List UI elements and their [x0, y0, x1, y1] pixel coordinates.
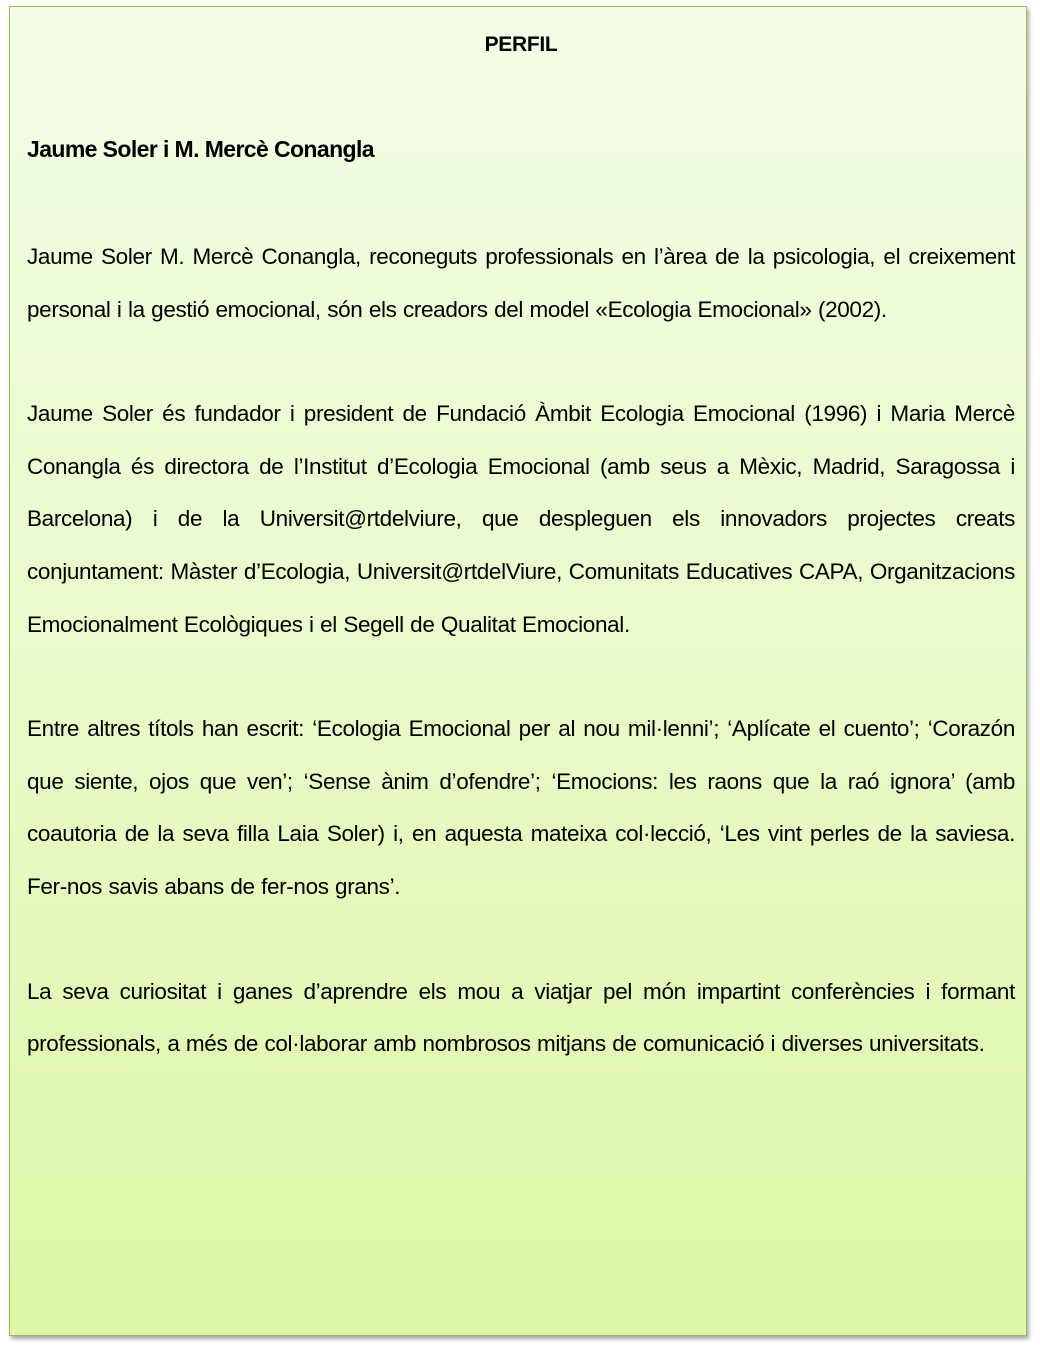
paragraph-titles: Entre altres títols han escrit: ‘Ecologia Emocional per al nou mil·lenni’; ‘Aplícate el cuento’; ‘Corazón que siente, ojos que ven’; ‘Sense ànim d’ofendre’; ‘Emocions: les raons que la raó ignora’ (amb coautoria de la seva filla Laia Soler) i, en aquesta mateixa col·lecció, ‘Les vint perles de la saviesa. Fer-nos savis abans de fer-nos grans’. — [27, 716, 1015, 899]
page-title: PERFIL — [484, 33, 558, 56]
paragraph-travel: La seva curiositat i ganes d’aprendre els mou a viatjar pel món impartint conferències i formant professionals, a més de col·laborar amb nombrosos mitjans de comunicació i diverses universitats. — [27, 978, 1015, 1057]
authors-heading: Jaume Soler i M. Mercè Conangla — [27, 136, 374, 162]
paragraph-intro: Jaume Soler M. Mercè Conangla, reconeguts professionals en l’àrea de la psicologia, el creixement personal i la gestió emocional, són els creadors del model «Ecologia Emocional» (2002). — [27, 244, 1015, 322]
paragraph-foundation: Jaume Soler és fundador i president de Fundació Àmbit Ecologia Emocional (1996) i Maria Mercè Conangla és directora de l’Institut d’Ecologia Emocional (amb seus a Mèxic, Madrid, Saragossa i Barcelona) i de la Universit@rtdelviure, que despleguen els innovadors projectes creats conjuntament: Màster d’Ecologia, Universit@rtdelViure, Comunitats Educatives CAPA, Organitzacions Emocionalment Ecològiques i el Segell de Qualitat Emocional. — [27, 401, 1015, 637]
profile-card — [9, 6, 1027, 1336]
profile-content — [27, 29, 1015, 1071]
